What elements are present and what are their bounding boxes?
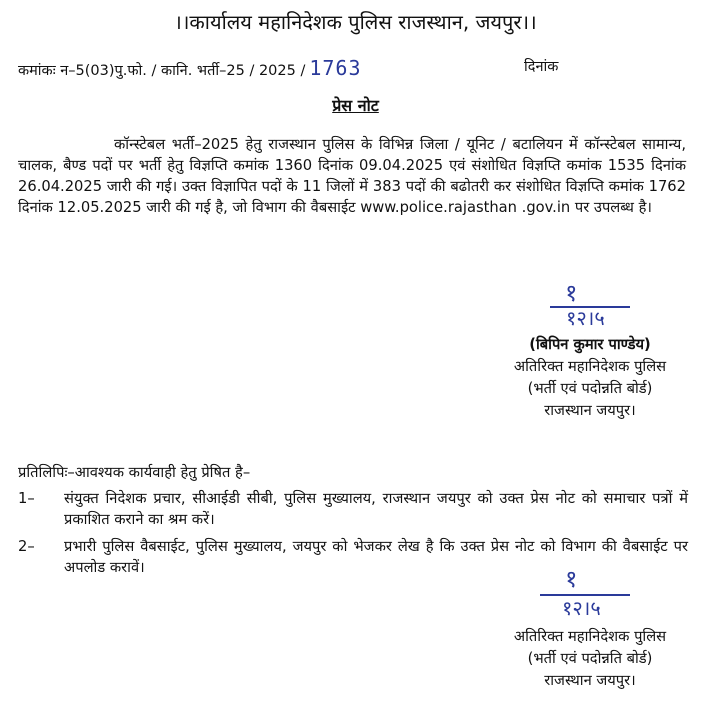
date-label: दिनांक xyxy=(524,59,559,75)
body-paragraph xyxy=(18,134,686,218)
signatory-name: (बिपिन कुमार पाण्डेय) xyxy=(529,336,651,353)
signature-2-initial: १ xyxy=(565,565,578,593)
signatory-place: राजस्थान जयपुर। xyxy=(544,402,636,419)
signatory-designation: अतिरिक्त महानिदेशक पुलिस xyxy=(513,628,667,645)
signatory-board: (भर्ती एवं पदोन्नति बोर्ड) xyxy=(527,650,653,667)
reference-line xyxy=(18,56,362,80)
signature-1-date: १२।५ xyxy=(566,306,605,330)
copy-to-label: प्रतिलिपिः–आवश्यक कार्यवाही हेतु प्रेषित है– xyxy=(18,464,251,481)
item-text: प्रभारी पुलिस वैबसाईट, पुलिस मुख्यालय, जयपुर को भेजकर लेख है कि उक्त प्रेस नोट को विभाग की वैबसाईट पर अपलोड करावें। xyxy=(64,538,688,576)
item-number: 1– xyxy=(18,490,35,507)
title-text: प्रेस नोट xyxy=(332,96,379,115)
reference-number-handwritten: 1763 xyxy=(309,56,362,80)
office-header: ।।कार्यालय महानिदेशक पुलिस राजस्थान, जयपुर।। xyxy=(174,10,537,34)
list-item xyxy=(18,488,688,530)
item-number: 2– xyxy=(18,538,35,555)
list-item xyxy=(18,536,688,578)
document-title xyxy=(0,94,711,116)
body-text: कॉन्स्टेबल भर्ती–2025 हेतु राजस्थान पुलिस के विभिन्न जिला / यूनिट / बटालियन में कॉन्स्टेबल सामान्य, चालक, बैण्ड पदों पर भर्ती हेतु विज्ञप्ति कमांक 1360 दिनांक 09.04.2025 एवं संशोधित विज्ञप्ति कमांक 1535 दिनांक 26.04.2025 जारी की गई। उक्त विज्ञापित पदों के 11 जिलों में 383 पदों की बढोतरी कर संशोधित विज्ञप्ति कमांक 1762 दिनांक 12.05.2025 जारी की गई है, जो विभाग की वैबसाईट www.police.rajasthan .gov.in पर उपलब्ध है। xyxy=(18,136,686,216)
signatory-place: राजस्थान जयपुर। xyxy=(544,672,636,689)
signatory-designation: अतिरिक्त महानिदेशक पुलिस xyxy=(513,358,667,375)
signature-1-initial: १ xyxy=(565,279,578,307)
reference-text: कमांकः न–5(03)पु.फो. / कानि. भर्ती–25 / 2025 / xyxy=(18,63,306,79)
item-text: संयुक्त निदेशक प्रचार, सीआईडी सीबी, पुलिस मुख्यालय, राजस्थान जयपुर को उक्त प्रेस नोट को समाचार पत्रों में प्रकाशित कराने का श्रम करें। xyxy=(64,490,688,528)
signatory-block-1 xyxy=(470,334,710,422)
signatory-block-2 xyxy=(470,626,710,692)
signatory-board: (भर्ती एवं पदोन्नति बोर्ड) xyxy=(527,380,653,397)
signature-2-date: १२।५ xyxy=(562,596,601,620)
